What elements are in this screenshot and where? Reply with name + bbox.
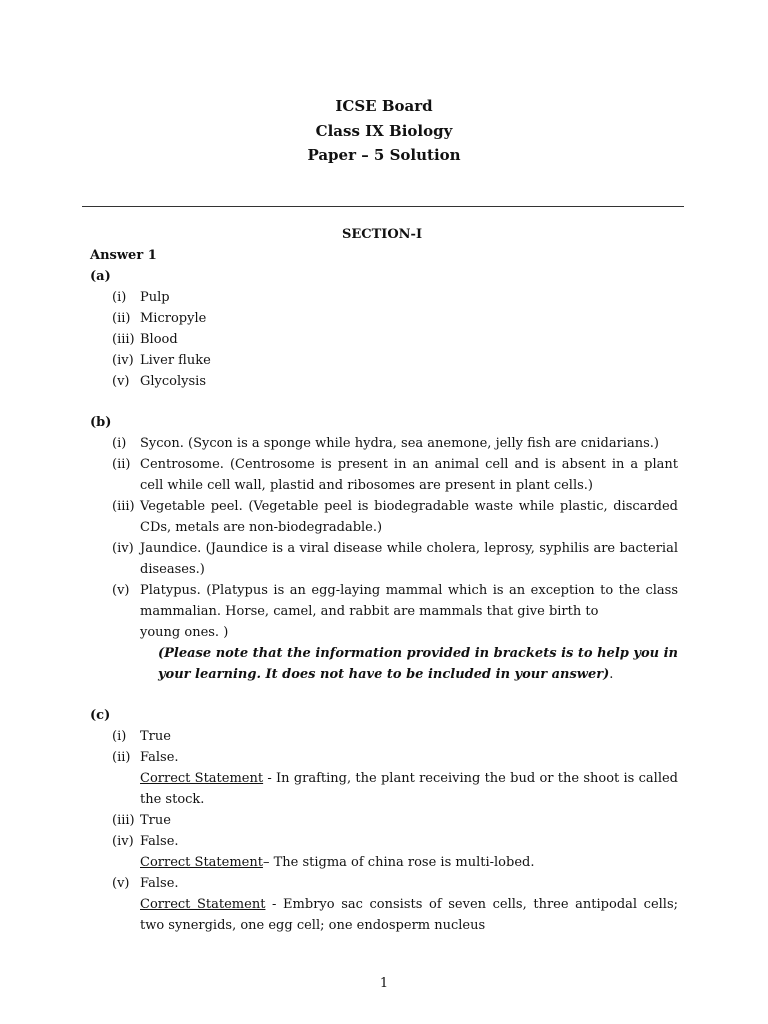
header-paper: Paper – 5 Solution (307, 146, 461, 164)
item-number: (iii) (112, 332, 135, 347)
correct-statement (90, 768, 678, 810)
spacer (90, 685, 678, 705)
header-divider (82, 206, 684, 207)
item-text: False. (140, 876, 179, 891)
item-number: (ii) (112, 457, 131, 472)
part-c-label: (c) (90, 708, 111, 723)
part-b-label: (b) (90, 415, 112, 430)
list-item (90, 580, 678, 622)
item-text: False. (140, 750, 179, 765)
document-body (90, 224, 678, 936)
item-text: Liver fluke (140, 353, 211, 368)
page-number: 1 (379, 976, 389, 991)
list-item (90, 371, 678, 392)
list-item (90, 287, 678, 308)
correct-statement-text: – The stigma of china rose is multi-lobed. (262, 855, 535, 870)
list-item (90, 496, 678, 538)
correct-statement-label: Correct Statement (140, 897, 266, 912)
item-number: (iii) (112, 499, 135, 514)
note-period: . (609, 667, 614, 682)
item-text: Micropyle (140, 311, 207, 326)
item-text: Centrosome. (Centrosome is present in an animal cell and is absent in a plant cell while cell wall, plastid and ribosomes are present in plant cells.) (140, 457, 678, 493)
item-text: Pulp (140, 290, 170, 305)
correct-statement (90, 894, 678, 936)
document-header (0, 94, 768, 168)
item-text: False. (140, 834, 179, 849)
item-text: True (140, 729, 171, 744)
list-item (90, 726, 678, 747)
note-text: (Please note that the information provided in brackets is to help you in your learning. It does not have to be included in your answer) (158, 646, 678, 682)
list-item (90, 433, 678, 454)
item-number: (iii) (112, 813, 135, 828)
list-item (90, 538, 678, 580)
item-text: Blood (140, 332, 178, 347)
item-number: (ii) (112, 750, 131, 765)
list-item (90, 350, 678, 371)
item-text: Jaundice. (Jaundice is a viral disease while cholera, leprosy, syphilis are bacterial diseases.) (140, 541, 678, 577)
correct-statement-text: - Embryo sac consists of seven cells, three antipodal cells; two synergids, one egg cell; one endosperm nucleus (140, 897, 678, 933)
item-number: (i) (112, 290, 127, 305)
item-number: (iv) (112, 834, 134, 849)
item-text: Sycon. (Sycon is a sponge while hydra, sea anemone, jelly fish are cnidarians.) (140, 436, 659, 451)
item-number: (v) (112, 876, 130, 891)
item-number: (i) (112, 729, 127, 744)
correct-statement-text: - In grafting, the plant receiving the bud or the shoot is called the stock. (140, 771, 678, 807)
header-board: ICSE Board (335, 97, 433, 115)
item-number: (iv) (112, 541, 134, 556)
spacer (90, 392, 678, 412)
section-title: SECTION-I (341, 227, 423, 242)
part-a-label: (a) (90, 269, 111, 284)
item-text: Platypus. (Platypus is an egg-laying mammal which is an exception to the class mammalian. Horse, camel, and rabbit are mammals that give birth to (140, 583, 678, 619)
item-number: (v) (112, 583, 130, 598)
correct-statement-label: Correct Statement (140, 771, 264, 786)
item-number: (ii) (112, 311, 131, 326)
correct-statement (90, 852, 678, 873)
list-item (90, 810, 678, 831)
item-number: (iv) (112, 353, 134, 368)
item-text: Glycolysis (140, 374, 206, 389)
correct-statement-label: Correct Statement (140, 855, 263, 870)
list-item (90, 747, 678, 768)
list-item (90, 329, 678, 350)
item-text: True (140, 813, 171, 828)
list-item (90, 454, 678, 496)
item-continuation: young ones. ) (140, 625, 229, 640)
item-text: Vegetable peel. (Vegetable peel is biodegradable waste while plastic, discarded CDs, metals are non-biodegradable.) (140, 499, 678, 535)
note (90, 643, 678, 685)
list-item (90, 873, 678, 894)
header-class: Class IX Biology (315, 121, 453, 140)
list-item (90, 308, 678, 329)
list-item (90, 831, 678, 852)
item-number: (i) (112, 436, 127, 451)
answer-label: Answer 1 (90, 248, 157, 263)
item-number: (v) (112, 374, 130, 389)
